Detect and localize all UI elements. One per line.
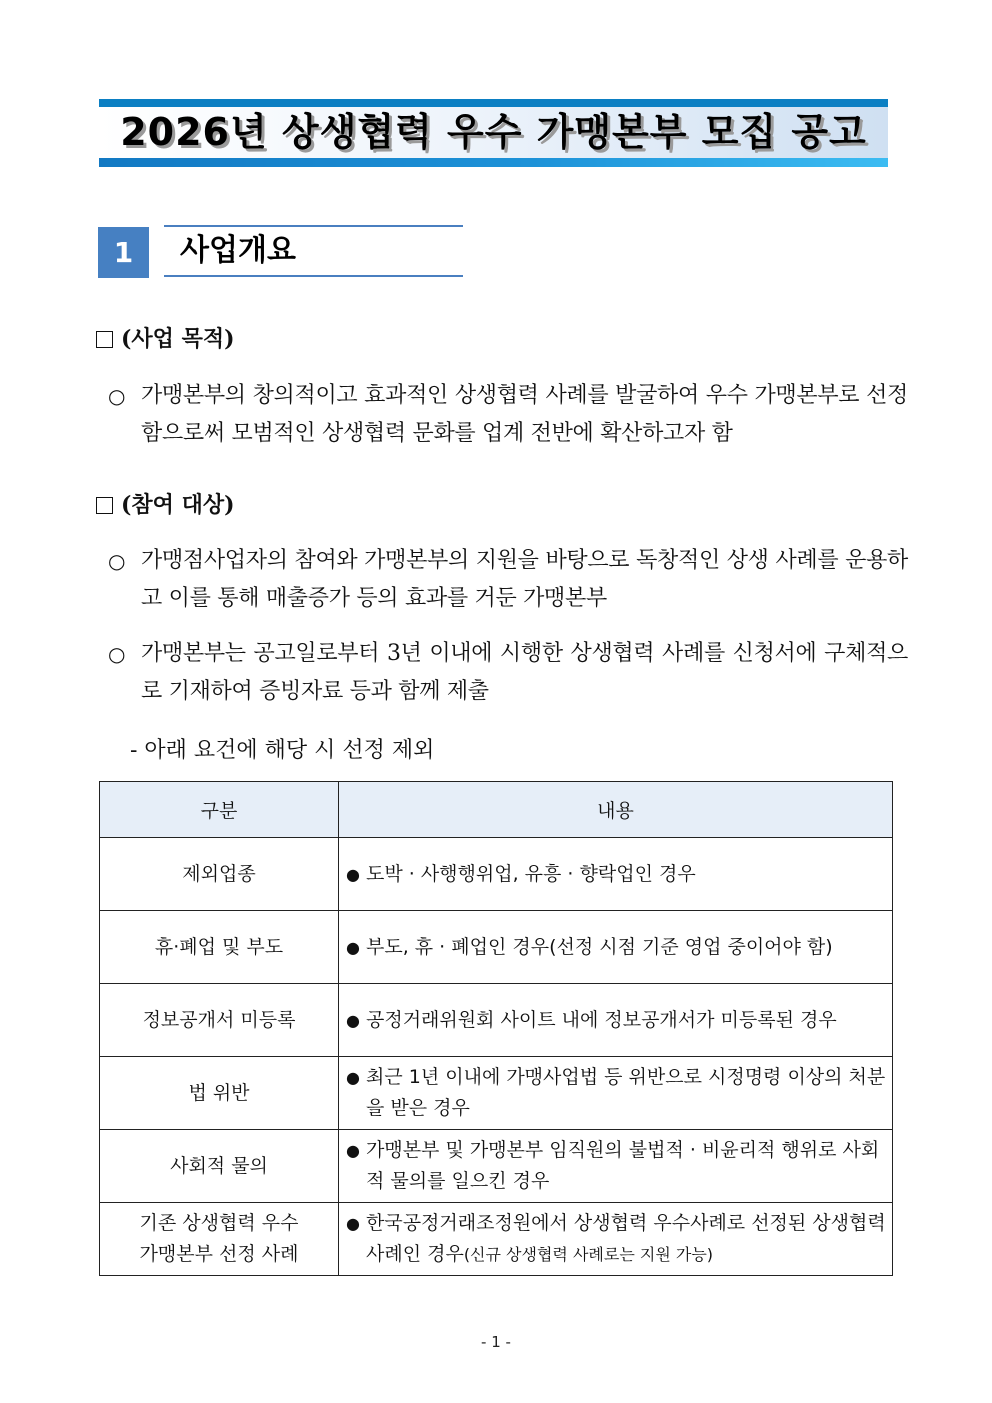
eligibility-heading-text: (참여 대상) [121,492,235,518]
row-content [339,984,893,1057]
row-content [339,1203,893,1276]
table-row [100,1130,893,1203]
square-bullet-icon [96,497,113,514]
row-content-text: 부도, 휴 · 폐업인 경우(선정 시점 기준 영업 중이어야 함) [366,935,833,958]
bullet-dot-icon: ● [346,1068,360,1087]
bullet-dot-icon: ● [346,1141,360,1160]
row-content-text: 공정거래위원회 사이트 내에 정보공개서가 미등록된 경우 [366,1008,837,1031]
row-content [339,1057,893,1130]
row-content [339,1130,893,1203]
table-row [100,838,893,911]
eligibility-bullet-text: 가맹본부는 공고일로부터 3년 이내에 시행한 상생협력 사례를 신청서에 구체적으로 기재하여 증빙자료 등과 함께 제출 [141,641,908,704]
row-content-text: 최근 1년 이내에 가맹사업법 등 위반으로 시정명령 이상의 처분을 받은 경우 [366,1066,886,1119]
row-content [339,911,893,984]
section-rule-bottom [164,275,463,277]
eligibility-bullet-text: 가맹점사업자의 참여와 가맹본부의 지원을 바탕으로 독창적인 상생 사례를 운용하고 이를 통해 매출증가 등의 효과를 거둔 가맹본부 [141,548,908,611]
eligibility-bullet-2 [108,635,908,711]
row-category-line: 가맹본부 선정 사례 [139,1243,299,1265]
row-category: 휴·폐업 및 부도 [100,911,339,984]
bullet-dot-icon: ● [346,864,360,884]
table-row [100,911,893,984]
purpose-heading-text: (사업 목적) [121,326,235,352]
header-content: 내용 [339,782,893,838]
title-banner [99,99,888,167]
header-category: 구분 [100,782,339,838]
purpose-heading [96,322,235,353]
square-bullet-icon [96,331,113,348]
row-content-text: 가맹본부 및 가맹본부 임직원의 불법적 · 비윤리적 행위로 사회적 물의를 일으킨 경우 [366,1139,880,1192]
row-category: 제외업종 [100,838,339,911]
bullet-dot-icon: ● [346,1214,360,1233]
row-content-note: (신규 상생협력 사례로는 지원 가능) [463,1245,714,1264]
section-heading [98,225,463,277]
exclusion-note: - 아래 요건에 해당 시 선정 제외 [130,738,435,763]
row-content-text: 도박 · 사행행위업, 유흥 · 향락업인 경우 [366,862,696,885]
row-category: 법 위반 [100,1057,339,1130]
row-content-text: 한국공정거래조정원에서 상생협력 우수사례로 선정된 상생협력 사례인 경우 [366,1212,886,1265]
row-content [339,838,893,911]
eligibility-heading [96,488,235,519]
row-category-line: 기존 상생협력 우수 [139,1212,299,1234]
row-category: 사회적 물의 [100,1130,339,1203]
purpose-bullet [108,377,908,453]
exclusion-table [99,781,893,1276]
banner-bottom-bar [99,158,888,167]
circle-bullet-icon: ○ [108,642,126,666]
section-number: 1 [98,227,149,278]
section-title: 사업개요 [180,233,296,268]
table-row [100,984,893,1057]
table-row [100,1057,893,1130]
banner-top-bar [99,99,888,107]
row-category [100,1203,339,1276]
row-category: 정보공개서 미등록 [100,984,339,1057]
bullet-dot-icon: ● [346,937,360,957]
document-title: 2026년 상생협력 우수 가맹본부 모집 공고 [120,110,867,154]
table-row [100,1203,893,1276]
circle-bullet-icon: ○ [108,549,126,573]
bullet-dot-icon: ● [346,1010,360,1030]
eligibility-bullet-1 [108,542,908,618]
page-number: - 1 - [481,1333,511,1351]
table-header-row [100,782,893,838]
purpose-bullet-text: 가맹본부의 창의적이고 효과적인 상생협력 사례를 발굴하여 우수 가맹본부로 선정함으로써 모범적인 상생협력 문화를 업계 전반에 확산하고자 함 [141,383,908,446]
circle-bullet-icon: ○ [108,384,126,408]
